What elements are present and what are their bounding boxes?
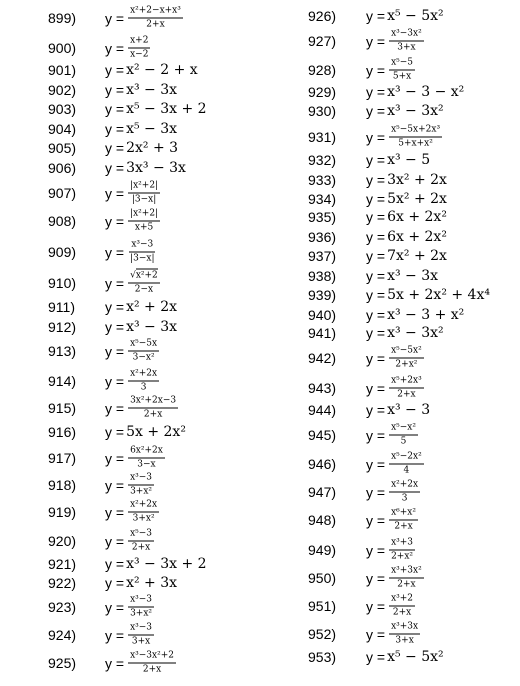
y-equals-label: y = <box>105 599 125 615</box>
numerator: x⁵+2x³ <box>389 376 424 389</box>
y-equals-label: y = <box>105 40 125 56</box>
exercise-number: 938) <box>308 268 337 284</box>
fraction <box>126 623 156 648</box>
function-expression <box>366 103 444 119</box>
expression-text: x³ − 3x <box>126 82 178 98</box>
y-equals-label: y = <box>366 626 386 642</box>
fraction <box>387 594 417 619</box>
expression-text: 6x + 2x² <box>387 229 447 245</box>
numerator: x³+3x <box>389 622 420 635</box>
square-root <box>130 271 158 282</box>
function-expression <box>366 452 426 477</box>
exercise-item <box>0 498 260 526</box>
function-expression <box>105 369 161 394</box>
numerator: x³−3x²+2 <box>128 651 176 664</box>
numerator: |x²+2| <box>128 181 160 194</box>
exercise-number: 927) <box>308 33 337 49</box>
numerator: x³−3x² <box>389 29 424 42</box>
expression-text: x² − 2 + x <box>126 62 198 78</box>
exercise-number: 932) <box>308 152 337 168</box>
exercise-number: 930) <box>308 103 337 119</box>
y-equals-label: y = <box>366 191 386 207</box>
y-equals-label: y = <box>366 512 386 528</box>
y-equals-label: y = <box>105 477 125 493</box>
function-expression <box>366 538 417 563</box>
expression-text: x³ − 3x <box>387 268 439 284</box>
exercise-item <box>0 4 260 32</box>
denominator: 3+x <box>131 636 151 647</box>
function-expression <box>105 424 186 440</box>
y-equals-label: y = <box>366 129 386 145</box>
y-equals-label: y = <box>105 160 125 176</box>
denominator: 3 <box>401 493 408 504</box>
exercise-number: 943) <box>308 380 337 396</box>
expression-text: 6x + 2x² <box>387 209 447 225</box>
y-equals-label: y = <box>105 213 125 229</box>
y-equals-label: y = <box>366 248 386 264</box>
function-expression <box>105 181 162 206</box>
denominator: |3−x| <box>131 194 157 205</box>
y-equals-label: y = <box>105 343 125 359</box>
exercise-number: 933) <box>308 172 337 188</box>
exercise-item <box>260 564 520 592</box>
fraction <box>387 452 426 477</box>
denominator: 5+x+x² <box>398 138 433 149</box>
denominator: 3−x <box>137 459 156 470</box>
expression-text: 5x² + 2x <box>387 191 447 207</box>
exercise-item <box>260 97 520 125</box>
denominator: 3+x² <box>130 486 153 497</box>
y-equals-label: y = <box>105 400 125 416</box>
expression-text: x⁵ − 3x <box>126 121 178 137</box>
y-equals-label: y = <box>105 140 125 156</box>
function-expression <box>105 500 161 525</box>
y-equals-label: y = <box>105 424 125 440</box>
exercise-item <box>0 418 260 446</box>
fraction <box>387 508 420 533</box>
y-equals-label: y = <box>105 373 125 389</box>
function-expression <box>105 271 162 296</box>
exercise-item <box>0 179 260 207</box>
numerator: x²+2−x+x³ <box>128 6 183 19</box>
y-equals-label: y = <box>105 275 125 291</box>
exercise-item <box>260 319 520 347</box>
numerator: x³−3 <box>128 473 154 486</box>
y-equals-label: y = <box>366 103 386 119</box>
denominator: 3−x² <box>132 352 155 363</box>
exercise-item <box>0 238 260 266</box>
fraction <box>126 6 185 31</box>
expression-text: 7x² + 2x <box>387 248 447 264</box>
y-equals-label: y = <box>366 62 386 78</box>
fraction <box>126 369 161 394</box>
exercise-number: 948) <box>308 512 337 528</box>
expression-text: 2x² + 3 <box>126 140 179 156</box>
numerator: x+2 <box>128 36 150 49</box>
denominator: 5 <box>400 436 407 447</box>
numerator: x⁵−5x+2x³ <box>389 125 442 138</box>
numerator: x⁵−x² <box>389 423 418 436</box>
expression-text: 3x² + 2x <box>387 172 447 188</box>
y-equals-label: y = <box>366 287 386 303</box>
y-equals-label: y = <box>366 598 386 614</box>
y-equals-label: y = <box>105 450 125 466</box>
denominator: 5+x <box>392 71 412 82</box>
expression-text: x³ − 3 − x² <box>387 84 465 100</box>
y-equals-label: y = <box>366 380 386 396</box>
denominator: 2+x <box>143 409 163 420</box>
numerator: x²+2x <box>128 369 159 382</box>
exercise-number: 929) <box>308 84 337 100</box>
function-expression <box>366 594 417 619</box>
exercise-number: 907) <box>48 185 77 201</box>
y-equals-label: y = <box>366 402 386 418</box>
y-equals-label: y = <box>105 655 125 671</box>
exercise-number: 928) <box>308 62 337 78</box>
exercise-item <box>260 506 520 534</box>
exercise-number: 934) <box>308 191 337 207</box>
exercise-item <box>0 337 260 365</box>
y-equals-label: y = <box>366 172 386 188</box>
exercise-number: 900) <box>48 40 77 56</box>
exercise-item <box>260 396 520 424</box>
fraction <box>126 500 161 525</box>
fraction <box>126 181 162 206</box>
exercise-number: 940) <box>308 307 337 323</box>
exercise-item <box>0 593 260 621</box>
expression-text: x⁵ − 5x² <box>387 8 444 24</box>
numerator: x⁶+x² <box>389 508 418 521</box>
y-equals-label: y = <box>366 229 386 245</box>
radicand: x²+2 <box>135 270 158 281</box>
exercise-number: 904) <box>48 121 77 137</box>
function-expression <box>105 446 167 471</box>
y-equals-label: y = <box>105 185 125 201</box>
numerator: x⁵−3 <box>128 529 154 542</box>
denominator: 3+x² <box>130 608 153 619</box>
exercise-number: 945) <box>308 427 337 443</box>
function-expression <box>105 209 162 234</box>
y-equals-label: y = <box>105 299 125 315</box>
y-equals-label: y = <box>366 456 386 472</box>
exercise-number: 911) <box>48 299 75 315</box>
function-expression <box>366 508 420 533</box>
y-equals-label: y = <box>105 62 125 78</box>
numerator: x²+2x <box>128 500 159 513</box>
exercise-item <box>260 344 520 372</box>
exercise-item <box>0 471 260 499</box>
numerator: x²+2x <box>389 480 420 493</box>
fraction <box>387 566 426 591</box>
exercise-item <box>260 592 520 620</box>
y-equals-label: y = <box>105 575 125 591</box>
function-expression <box>105 651 178 676</box>
fraction <box>387 538 417 563</box>
expression-text: x² + 2x <box>126 299 178 315</box>
denominator: |3−x| <box>130 253 155 264</box>
numerator: x⁵−5 <box>389 58 415 71</box>
y-equals-label: y = <box>105 319 125 335</box>
y-equals-label: y = <box>366 209 386 225</box>
exercise-number: 905) <box>48 140 77 156</box>
y-equals-label: y = <box>105 121 125 137</box>
numerator: x³+3x² <box>389 566 424 579</box>
numerator: 3x²+2x−3 <box>128 396 178 409</box>
function-expression <box>366 29 426 54</box>
exercise-number: 944) <box>308 402 337 418</box>
exercise-number: 923) <box>48 599 77 615</box>
expression-text: x³ − 3x <box>126 319 178 335</box>
exercise-number: 931) <box>308 129 337 145</box>
fraction <box>126 240 158 265</box>
exercise-number: 951) <box>308 598 337 614</box>
exercise-number: 939) <box>308 287 337 303</box>
exercise-number: 947) <box>308 484 337 500</box>
function-expression <box>105 6 185 31</box>
exercise-number: 925) <box>48 655 77 671</box>
numerator: x⁵−2x² <box>389 452 424 465</box>
exercise-number: 903) <box>48 101 77 117</box>
numerator: 6x²+2x <box>128 446 165 459</box>
denominator: 4 <box>403 465 410 476</box>
expression-text: 5x + 2x² <box>126 424 186 440</box>
fraction <box>126 595 156 620</box>
denominator: x+5 <box>134 222 154 233</box>
function-expression <box>366 325 444 341</box>
y-equals-label: y = <box>105 556 125 572</box>
numerator: x³+2 <box>389 594 415 607</box>
fraction <box>126 271 162 296</box>
function-expression <box>366 402 430 418</box>
exercise-number: 908) <box>48 213 77 229</box>
exercise-number: 946) <box>308 456 337 472</box>
denominator: 3+x <box>397 42 416 53</box>
expression-text: x³ − 3x + 2 <box>126 556 207 572</box>
exercise-number: 902) <box>48 82 77 98</box>
function-expression <box>366 566 426 591</box>
exercise-number: 952) <box>308 626 337 642</box>
exercise-item <box>0 154 260 182</box>
exercise-item <box>260 450 520 478</box>
exercise-item <box>260 536 520 564</box>
function-expression <box>105 240 159 265</box>
exercise-number: 915) <box>48 400 77 416</box>
expression-text: x³ − 3x² <box>387 325 444 341</box>
function-expression <box>366 346 426 371</box>
function-expression <box>366 480 422 505</box>
y-equals-label: y = <box>366 570 386 586</box>
denominator: 2+x <box>392 607 412 618</box>
expression-text: x² + 3x <box>126 575 178 591</box>
y-equals-label: y = <box>105 82 125 98</box>
exercise-number: 921) <box>48 556 77 572</box>
exercise-number: 942) <box>308 350 337 366</box>
y-equals-label: y = <box>366 268 386 284</box>
y-equals-label: y = <box>366 542 386 558</box>
numerator: |x²+2| <box>128 209 160 222</box>
denominator: 3+x² <box>132 513 155 524</box>
y-equals-label: y = <box>105 10 125 26</box>
exercise-item <box>260 421 520 449</box>
exercise-number: 914) <box>48 373 77 389</box>
expression-text: x³ − 3 + x² <box>387 307 465 323</box>
exercise-item <box>0 444 260 472</box>
fraction <box>126 396 180 421</box>
exercise-number: 950) <box>308 570 337 586</box>
function-expression <box>105 339 161 364</box>
function-expression <box>105 396 180 421</box>
exercise-number: 916) <box>48 424 77 440</box>
y-equals-label: y = <box>366 152 386 168</box>
expression-text: x⁵ − 5x² <box>387 649 444 665</box>
fraction <box>126 446 167 471</box>
exercise-number: 917) <box>48 450 77 466</box>
function-expression <box>366 8 444 24</box>
numerator: x³−3 <box>128 623 154 636</box>
y-equals-label: y = <box>105 101 125 117</box>
exercise-number: 901) <box>48 62 77 78</box>
exercise-item <box>260 643 520 671</box>
function-expression <box>105 319 177 335</box>
exercise-number: 924) <box>48 627 77 643</box>
exercise-item <box>0 207 260 235</box>
exercise-item <box>260 478 520 506</box>
fraction <box>387 29 426 54</box>
exercise-item <box>0 367 260 395</box>
expression-text: 5x + 2x² + 4x⁴ <box>387 287 490 303</box>
exercise-number: 920) <box>48 533 77 549</box>
y-equals-label: y = <box>366 649 386 665</box>
denominator: 3+x <box>395 635 414 646</box>
exercise-number: 909) <box>48 244 77 260</box>
exercise-number: 912) <box>48 319 77 335</box>
fraction <box>387 480 422 505</box>
exercise-number: 913) <box>48 343 77 359</box>
exercise-number: 922) <box>48 575 77 591</box>
expression-text: 3x³ − 3x <box>126 160 186 176</box>
fraction <box>126 473 156 498</box>
fraction <box>387 423 420 448</box>
numerator: x⁵−5x² <box>389 346 424 359</box>
fraction <box>387 346 426 371</box>
expression-text: x³ − 3x² <box>387 103 444 119</box>
exercise-number: 910) <box>48 275 77 291</box>
y-equals-label: y = <box>105 244 125 260</box>
denominator: 2+x² <box>395 359 418 370</box>
exercise-number: 899) <box>48 10 77 26</box>
exercise-number: 918) <box>48 477 77 493</box>
denominator: 2+x <box>142 664 162 675</box>
exercise-item <box>260 27 520 55</box>
denominator: 2+x <box>397 579 416 590</box>
radical-sign: √ <box>130 270 136 281</box>
exercise-number: 926) <box>308 8 337 24</box>
exercise-number: 906) <box>48 160 77 176</box>
function-expression <box>366 649 444 665</box>
denominator: 2+x² <box>391 551 414 562</box>
y-equals-label: y = <box>366 484 386 500</box>
y-equals-label: y = <box>366 307 386 323</box>
y-equals-label: y = <box>105 533 125 549</box>
y-equals-label: y = <box>366 325 386 341</box>
exercise-number: 919) <box>48 504 77 520</box>
function-expression <box>105 575 177 591</box>
function-expression <box>105 473 156 498</box>
exercise-number: 937) <box>308 248 337 264</box>
numerator: x⁵−5x <box>128 339 159 352</box>
function-expression <box>105 160 186 176</box>
exercise-number: 935) <box>308 209 337 225</box>
y-equals-label: y = <box>105 504 125 520</box>
expression-text: x³ − 3 <box>387 402 431 418</box>
numerator <box>128 271 160 284</box>
denominator: 3 <box>140 382 147 393</box>
y-equals-label: y = <box>366 33 386 49</box>
denominator: 2+x <box>394 521 413 532</box>
exercise-item <box>0 649 260 677</box>
expression-text: x³ − 5 <box>387 152 431 168</box>
exercise-item <box>260 2 520 30</box>
exercise-number: 941) <box>308 325 337 341</box>
numerator: x³−3 <box>128 595 154 608</box>
exercise-number: 949) <box>308 542 337 558</box>
numerator: x³−3 <box>129 240 155 253</box>
y-equals-label: y = <box>366 8 386 24</box>
fraction <box>126 339 161 364</box>
exercise-number: 953) <box>308 649 337 665</box>
function-expression <box>366 423 420 448</box>
function-expression <box>105 623 156 648</box>
numerator: x³+3 <box>389 538 415 551</box>
denominator: 2−x <box>134 284 154 295</box>
y-equals-label: y = <box>105 627 125 643</box>
function-expression <box>105 595 156 620</box>
y-equals-label: y = <box>366 350 386 366</box>
y-equals-label: y = <box>366 84 386 100</box>
fraction <box>126 651 178 676</box>
exercise-item <box>0 621 260 649</box>
denominator: x−2 <box>130 49 149 60</box>
fraction <box>126 209 162 234</box>
expression-text: x⁵ − 3x + 2 <box>126 101 207 117</box>
denominator: 2+x <box>146 19 165 30</box>
exercise-number: 936) <box>308 229 337 245</box>
denominator: 2+x <box>397 389 416 400</box>
y-equals-label: y = <box>366 427 386 443</box>
denominator: 2+x <box>131 542 151 553</box>
